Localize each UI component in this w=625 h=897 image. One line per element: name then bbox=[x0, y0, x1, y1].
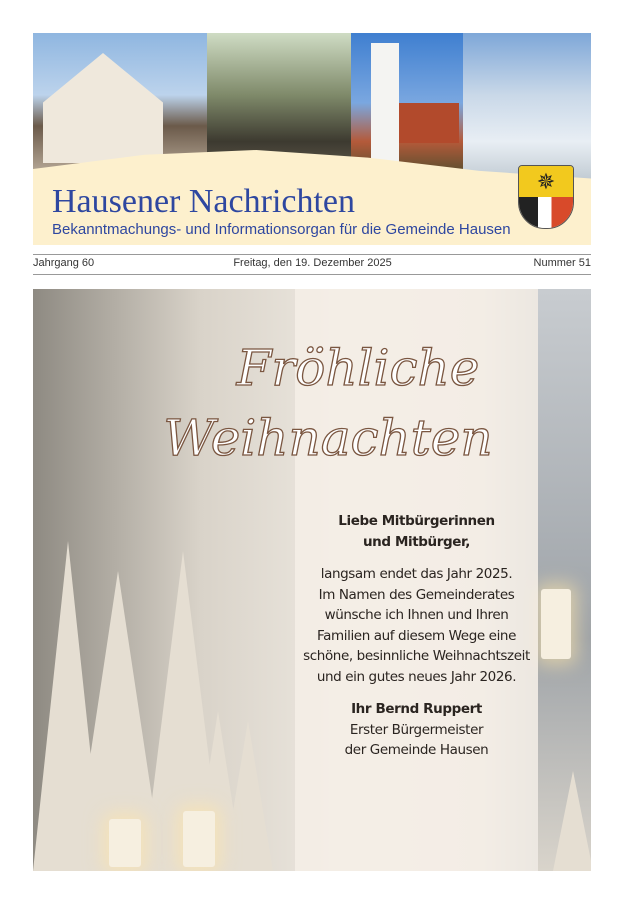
candle bbox=[109, 819, 141, 867]
masthead-subtitle: Bekanntmachungs- und Informationsorgan für die Gemeinde Hausen bbox=[52, 221, 511, 238]
letter-line: und ein gutes neues Jahr 2026. bbox=[316, 668, 517, 685]
issue-date: Freitag, den 19. Dezember 2025 bbox=[233, 257, 392, 269]
window bbox=[538, 289, 591, 871]
mayor-letter bbox=[295, 511, 538, 761]
issue-volume: Jahrgang 60 bbox=[33, 257, 95, 269]
divider bbox=[33, 254, 591, 255]
letter-line: Familien auf diesem Wege eine bbox=[317, 627, 516, 644]
letter-line: schöne, besinnliche Weihnachtszeit bbox=[303, 648, 530, 664]
headline-line2: Weihnachten bbox=[163, 409, 493, 467]
masthead-title: Hausener Nachrichten bbox=[52, 183, 356, 220]
candle bbox=[183, 811, 215, 867]
letter-line: langsam endet das Jahr 2025. bbox=[320, 566, 513, 582]
signature-role: Erster Bürgermeister bbox=[349, 721, 484, 738]
coat-of-arms-icon: ✵ bbox=[518, 165, 574, 229]
issue-number: Nummer 51 bbox=[533, 257, 591, 269]
headline-line1: Fröhliche bbox=[236, 339, 480, 397]
signature-role: der Gemeinde Hausen bbox=[344, 742, 489, 758]
salutation: Liebe Mitbürgerinnen bbox=[338, 513, 495, 529]
candle bbox=[541, 589, 571, 659]
christmas-hero-image bbox=[33, 289, 591, 871]
signature: Ihr Bernd Ruppert bbox=[351, 701, 482, 717]
salutation: und Mitbürger, bbox=[362, 533, 471, 550]
letter-line: wünsche ich Ihnen und Ihren bbox=[324, 607, 509, 623]
letter-line: Im Namen des Gemeinderates bbox=[318, 586, 515, 603]
divider bbox=[33, 274, 591, 275]
